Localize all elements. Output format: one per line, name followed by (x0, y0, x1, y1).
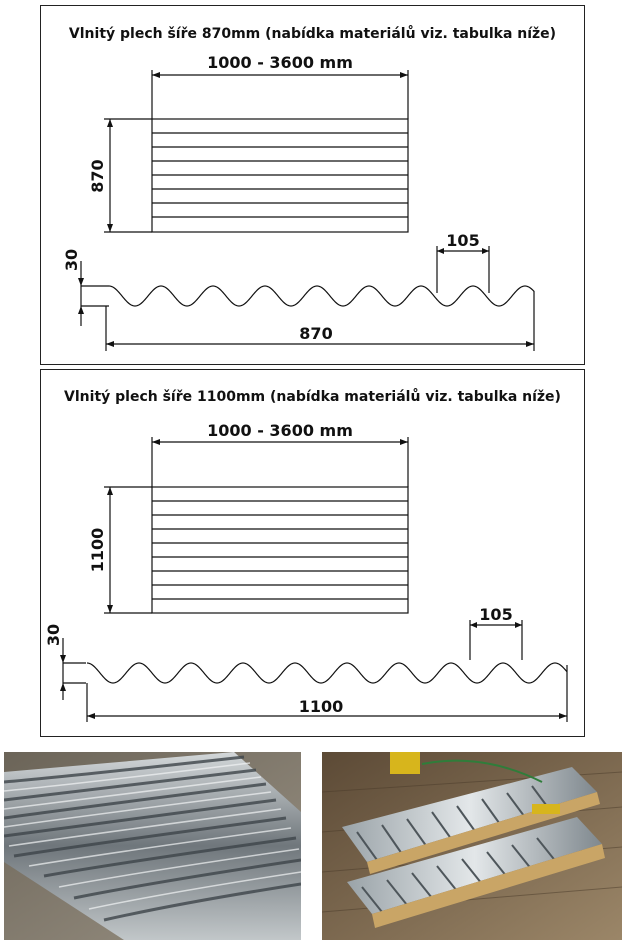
sheet-outline (152, 487, 408, 613)
drawing-870 (41, 6, 586, 366)
drawing-panel-1100 (40, 369, 585, 737)
drawing-panel-870 (40, 5, 585, 365)
length-label: 1000 - 3600 mm (207, 53, 353, 72)
photo-stacked-sheets (322, 752, 622, 940)
height-label: 1100 (88, 527, 107, 573)
panel-title: Vlnitý plech šíře 1100mm (nabídka materiálů viz. tabulka níže) (64, 389, 561, 405)
wave-profile (109, 286, 534, 306)
total-width-label: 1100 (298, 697, 344, 716)
length-label: 1000 - 3600 mm (207, 421, 353, 440)
wave-height-label: 30 (44, 623, 63, 647)
stacked-sheets-image (322, 752, 622, 940)
wave-height-label: 30 (62, 248, 81, 272)
total-width-label: 870 (299, 324, 333, 343)
panel-title: Vlnitý plech šíře 870mm (nabídka materiálů viz. tabulka níže) (68, 26, 557, 42)
pitch-label: 105 (446, 231, 480, 250)
corrugation-lines (152, 501, 408, 599)
photo-corrugated-sheet (4, 752, 301, 940)
height-label: 870 (88, 159, 107, 193)
wave-profile (87, 663, 567, 683)
drawing-1100 (41, 370, 586, 738)
corrugated-sheet-image (4, 752, 301, 940)
pitch-label: 105 (479, 605, 513, 624)
corrugation-lines (152, 133, 408, 217)
